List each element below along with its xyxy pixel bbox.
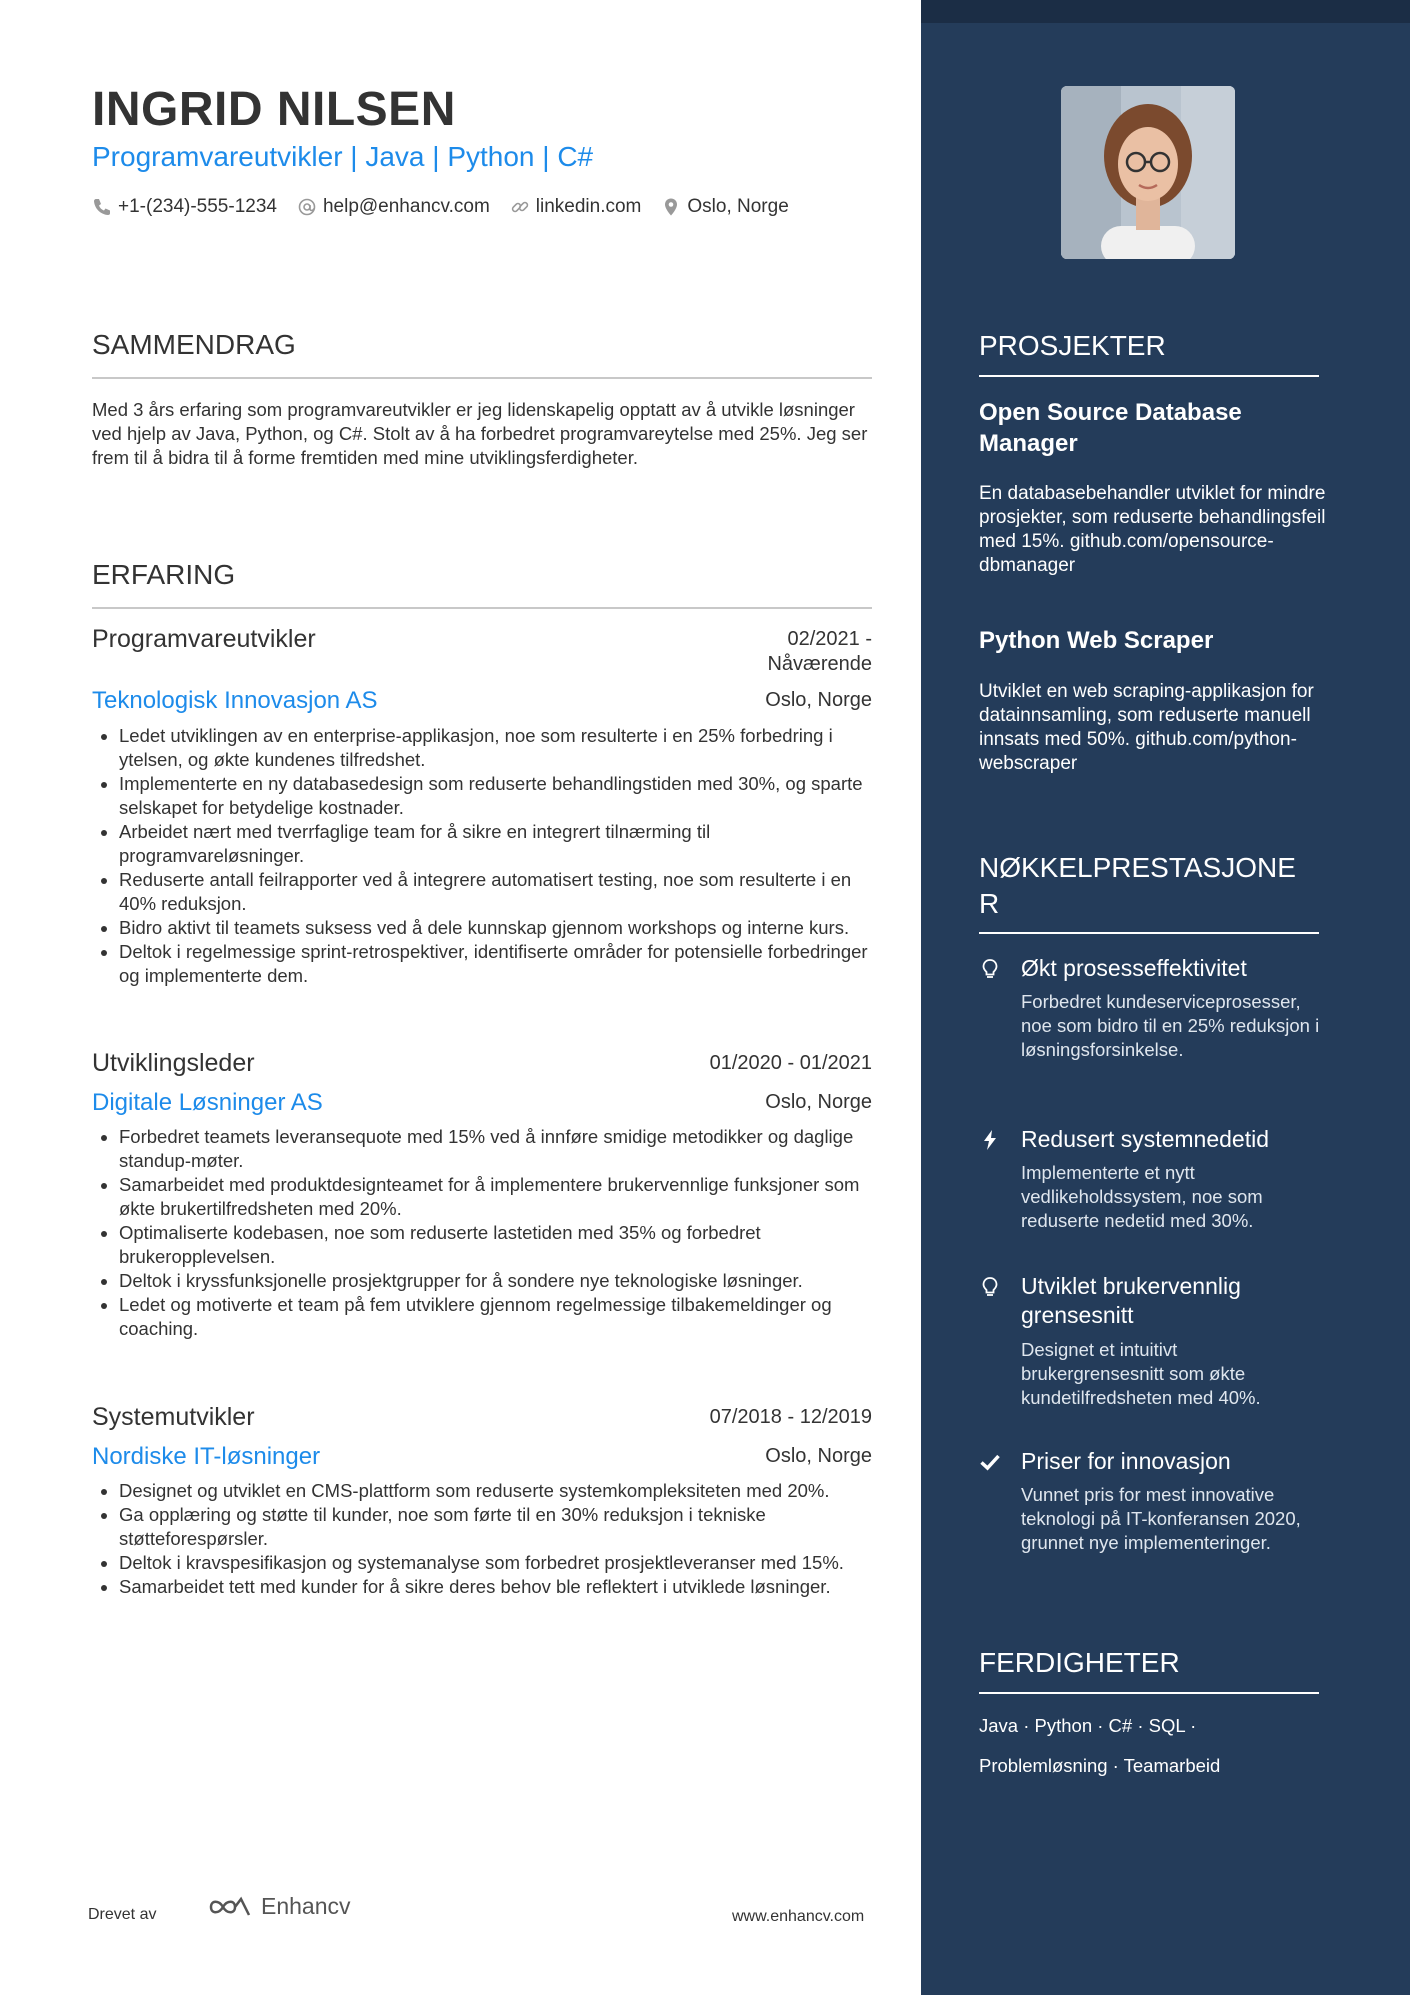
job-date-start: 02/2021 - bbox=[787, 628, 872, 650]
project-text: En databasebehandler utviklet for mindre prosjekter, som reduserte behandlingsfeil med 15%. github.com/opensource-dbmanager bbox=[979, 483, 1326, 576]
achievement-title: Utviklet brukervennlig grensesnitt bbox=[1021, 1273, 1241, 1328]
skills-heading: FERDIGHETER bbox=[979, 1647, 1180, 1678]
infinity-icon bbox=[207, 1895, 253, 1919]
job-date: 01/2020 - 01/2021 bbox=[709, 1052, 872, 1074]
project-title: Open Source Database Manager bbox=[979, 399, 1242, 457]
job-bullets bbox=[92, 1479, 872, 1599]
portrait-image bbox=[1061, 86, 1235, 259]
divider bbox=[92, 377, 872, 379]
achievement-title: Økt prosesseffektivitet bbox=[1021, 955, 1247, 981]
achievements-heading bbox=[979, 850, 1319, 922]
summary-text: Med 3 års erfaring som programvareutvikler er jeg lidenskapelig opptatt av å utvikle løsninger ved hjelp av Java, Python, og C#. Stolt av å ha forbedret programvareytelse med 25%. Jeg ser frem til å bidra til å forme fremtiden med mine utviklingsferdigheter. bbox=[92, 399, 868, 468]
list-item: • Deltok i regelmessige sprint-retrospektiver, identifiserte områder for potensielle forbedringer og implementerte dem. bbox=[119, 940, 872, 988]
contact-phone bbox=[92, 196, 277, 218]
list-item: • Deltok i kravspesifikasjon og systemanalyse som forbedret prosjektleveranser med 15%. bbox=[119, 1551, 872, 1575]
powered-by-label: Drevet av bbox=[88, 1906, 157, 1923]
list-item: • Deltok i kryssfunksjonelle prosjektgrupper for å sondere nye teknologiske løsninger. bbox=[119, 1269, 872, 1293]
divider bbox=[979, 1692, 1319, 1694]
location-text: Oslo, Norge bbox=[687, 196, 789, 217]
achievement-title: Priser for innovasjon bbox=[1021, 1448, 1231, 1474]
job-bullets bbox=[92, 1125, 872, 1341]
skills-line: Problemløsning · Teamarbeid bbox=[979, 1755, 1221, 1776]
job-location: Oslo, Norge bbox=[765, 689, 872, 711]
contact-location bbox=[661, 196, 788, 218]
list-item: • Implementerte en ny databasedesign som reduserte behandlingstiden med 30%, og sparte selskapet for betydelige kostnader. bbox=[119, 772, 872, 820]
projects-heading: PROSJEKTER bbox=[979, 330, 1166, 361]
achievement-text: Designet et intuitivt brukergrensesnitt som økte kundetilfredsheten med 40%. bbox=[1021, 1339, 1261, 1408]
enhancv-logo[interactable] bbox=[207, 1893, 351, 1920]
summary-heading-text: SAMMENDRAG bbox=[92, 329, 296, 360]
achievement-text: Vunnet pris for mest innovative teknologi på IT-konferansen 2020, grunnet nye implementeringer. bbox=[1021, 1484, 1301, 1553]
divider bbox=[979, 932, 1319, 934]
phone-icon bbox=[92, 197, 112, 217]
lightbulb-icon bbox=[979, 1276, 1001, 1298]
divider bbox=[92, 607, 872, 609]
skills-line: Java · Python · C# · SQL · bbox=[979, 1715, 1197, 1736]
list-item: • Forbedret teamets leveransequote med 15% ved å innføre smidige metodikker og daglige standup-møter. bbox=[119, 1125, 872, 1173]
checkmark-icon bbox=[979, 1451, 1001, 1473]
job-location: Oslo, Norge bbox=[765, 1091, 872, 1113]
list-item: • Optimaliserte kodebasen, noe som reduserte lastetiden med 35% og forbedret brukeropplevelsen. bbox=[119, 1221, 872, 1269]
email-text[interactable]: help@enhancv.com bbox=[322, 196, 490, 217]
list-item: • Reduserte antall feilrapporter ved å integrere automatisert testing, noe som resulterte i en 40% reduksjon. bbox=[119, 868, 872, 916]
job-date: 07/2018 - 12/2019 bbox=[709, 1406, 872, 1428]
list-item: • Ga opplæring og støtte til kunder, noe som førte til en 30% reduksjon i tekniske støtteforespørsler. bbox=[119, 1503, 872, 1551]
job-date-end: Nåværende bbox=[767, 653, 872, 675]
contact-linkedin bbox=[510, 196, 642, 218]
project-text: Utviklet en web scraping-applikasjon for datainnsamling, som reduserte manuell innsats med 50%. github.com/python-webscraper bbox=[979, 681, 1314, 774]
contact-list bbox=[92, 196, 789, 218]
achievements-heading-line2: R bbox=[979, 888, 1000, 919]
achievement-text: Forbedret kundeserviceprosesser, noe som bidro til en 25% reduksjon i løsningsforsinkelse. bbox=[1021, 991, 1320, 1060]
linkedin-text[interactable]: linkedin.com bbox=[535, 196, 642, 217]
brand-text: Enhancv bbox=[261, 1893, 351, 1919]
divider bbox=[979, 375, 1319, 377]
list-item: • Samarbeidet tett med kunder for å sikre deres behov ble reflektert i utviklede løsninger. bbox=[119, 1575, 872, 1599]
list-item: • Designet og utviklet en CMS-plattform som reduserte systemkompleksiteten med 20%. bbox=[119, 1479, 872, 1503]
candidate-title: Programvareutvikler | Java | Python | C# bbox=[92, 141, 594, 172]
website-link[interactable]: www.enhancv.com bbox=[732, 1908, 865, 1925]
project-title: Python Web Scraper bbox=[979, 627, 1214, 654]
achievement-title: Redusert systemnedetid bbox=[1021, 1126, 1270, 1152]
sidebar-topbar bbox=[921, 0, 1410, 23]
phone-text[interactable]: +1-(234)-555-1234 bbox=[118, 196, 277, 217]
job-title: Utviklingsleder bbox=[92, 1049, 255, 1077]
achievement-text: Implementerte et nytt vedlikeholdssystem, noe som reduserte nedetid med 30%. bbox=[1021, 1162, 1263, 1231]
lightbulb-icon bbox=[979, 958, 1001, 980]
job-bullets bbox=[92, 724, 872, 988]
location-pin-icon bbox=[661, 197, 681, 217]
list-item: • Arbeidet nært med tverrfaglige team for å sikre en integrert tilnærming til programvareløsninger. bbox=[119, 820, 872, 868]
link-icon bbox=[510, 197, 530, 217]
summary-heading bbox=[92, 329, 872, 361]
list-item: • Samarbeidet med produktdesignteamet for å implementere brukervennlige funksjoner som økte brukertilfredsheten med 20%. bbox=[119, 1173, 872, 1221]
list-item: • Bidro aktivt til teamets suksess ved å dele kunnskap gjennom workshops og interne kurs. bbox=[119, 916, 872, 940]
job-title: Systemutvikler bbox=[92, 1403, 255, 1431]
list-item: • Ledet og motiverte et team på fem utviklere gjennom regelmessige tilbakemeldinger og coaching. bbox=[119, 1293, 872, 1341]
contact-email bbox=[297, 196, 490, 218]
avatar bbox=[1061, 86, 1235, 259]
candidate-name: INGRID NILSEN bbox=[92, 83, 456, 136]
at-icon bbox=[297, 197, 317, 217]
sidebar bbox=[921, 0, 1410, 1995]
job-date bbox=[767, 627, 872, 677]
experience-heading bbox=[92, 559, 872, 591]
skills-list bbox=[979, 1706, 1319, 1786]
experience-heading-text: ERFARING bbox=[92, 559, 236, 590]
list-item: • Ledet utviklingen av en enterprise-applikasjon, noe som resulterte i en 25% forbedring i ytelsen, og økte kundenes tilfredshet. bbox=[119, 724, 872, 772]
job-title: Programvareutvikler bbox=[92, 625, 316, 653]
achievements-heading-line1: NØKKELPRESTASJONE bbox=[979, 852, 1296, 883]
job-location: Oslo, Norge bbox=[765, 1445, 872, 1467]
job-company: Digitale Løsninger AS bbox=[92, 1089, 323, 1116]
job-company: Teknologisk Innovasjon AS bbox=[92, 687, 378, 714]
job-company: Nordiske IT-løsninger bbox=[92, 1443, 321, 1470]
lightning-icon bbox=[979, 1129, 1001, 1151]
